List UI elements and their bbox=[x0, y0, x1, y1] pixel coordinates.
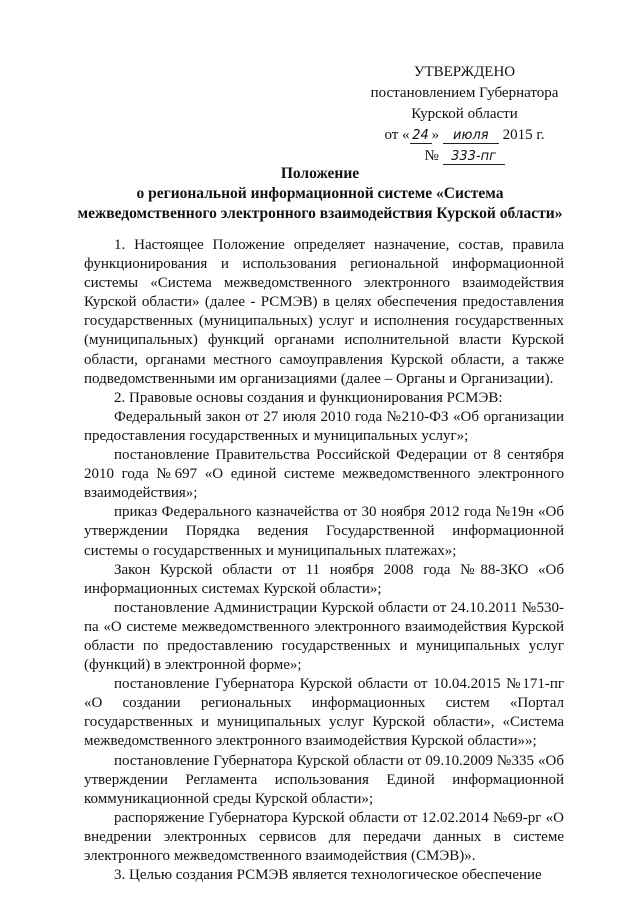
approval-number: № 333-пг bbox=[352, 146, 577, 167]
legal-basis-item: постановление Администрации Курской области от 24.10.2011 №530-па «О системе межведомственного электронного взаимодействия Курской области по предоставлению государственных и муниципальных услуг (функций) в электронной форме»; bbox=[84, 599, 564, 674]
document-title: Положение bbox=[280, 165, 360, 182]
legal-basis-item: Закон Курской области от 11 ноября 2008 года №88-ЗКО «Об информационных системах Курской области»; bbox=[84, 561, 564, 597]
legal-basis-item: Федеральный закон от 27 июля 2010 года №210-ФЗ «Об организации предоставления государственных и муниципальных услуг»; bbox=[84, 408, 564, 444]
approval-date: от « 24 » июля 2015 г. bbox=[384, 127, 545, 143]
document-subtitle-line2: межведомственного электронного взаимодействия Курской области» bbox=[77, 205, 563, 222]
approval-heading: УТВЕРЖДЕНО bbox=[413, 64, 516, 80]
approval-month: июля bbox=[443, 128, 499, 144]
paragraph-3: 3. Целью создания РСМЭВ является технологическое обеспечение bbox=[114, 867, 542, 884]
approval-authority: постановлением Губернатора bbox=[370, 85, 559, 101]
legal-basis-item: постановление Губернатора Курской области от 10.04.2015 №171-пг «О создании региональных информационных систем «Портал государственных и муниципальных услуг Курской области», «Система межведомственного электронного взаимодействия Курской области»»; bbox=[84, 676, 564, 750]
legal-basis-item: распоряжение Губернатора Курской области от 12.02.2014 №69-рг «О внедрении электронных сервисов для передачи данных в системе электронного межведомственного взаимодействия (СМЭВ)». bbox=[84, 809, 564, 864]
approval-year: 2015 г. bbox=[502, 127, 545, 143]
approval-number-value: 333-пг bbox=[443, 149, 505, 165]
approval-region: Курской области bbox=[411, 106, 518, 122]
paragraph-1: 1. Настоящее Положение определяет назначение, состав, правила функционирования и использования региональной информационной системы «Система межведомственного электронного взаимодействия Курской области» (далее - РСМЭВ) в целях обеспечения предоставления государственных (муниципальных) услуг и исполнения государственных (муниципальных) функций органами исполнительной власти Курской области, органами местного самоуправления Курской области, а также подведомственными им организациями (далее – Органы и Организации). bbox=[84, 237, 564, 387]
legal-basis-item: постановление Губернатора Курской области от 09.10.2009 №335 «Об утверждении Регламента использования Единой информационной коммуникационной среды Курской области»; bbox=[84, 752, 564, 807]
approval-day: 24 bbox=[410, 128, 432, 144]
approval-stamp bbox=[352, 62, 577, 167]
document-subtitle-line1: о региональной информационной системе «Система bbox=[136, 185, 504, 202]
legal-basis-item: постановление Правительства Российской Федерации от 8 сентября 2010 года №697 «О единой системе межведомственного электронного взаимодействия»; bbox=[84, 447, 564, 502]
document-body bbox=[84, 236, 564, 885]
legal-basis-item: приказ Федерального казначейства от 30 ноября 2012 года №19н «Об утверждении Порядка ведения Государственной информационной системы о государственных и муниципальных платежах»; bbox=[84, 504, 564, 559]
paragraph-2: 2. Правовые основы создания и функционирования РСМЭВ: bbox=[114, 389, 503, 406]
